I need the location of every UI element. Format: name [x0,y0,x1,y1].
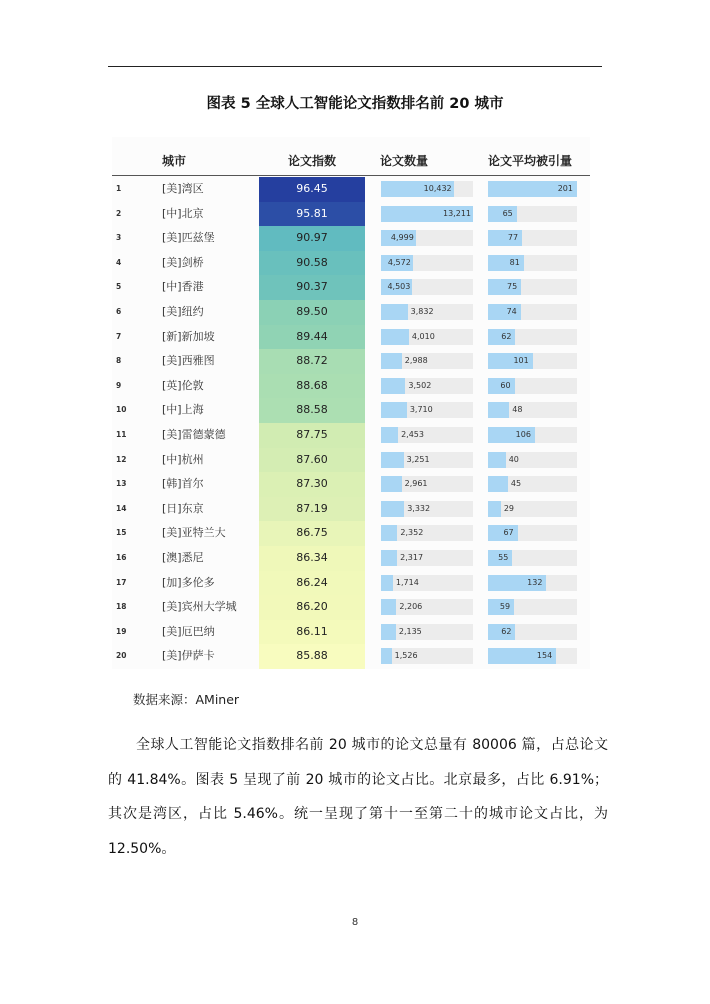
table-row [112,423,590,448]
rank-cell: 12 [116,454,127,464]
ranking-table [112,137,590,669]
city-cell: [美]匹兹堡 [162,231,215,245]
citations-value: 59 [499,602,511,612]
papers-value: 2,988 [404,356,428,366]
papers-bar [381,476,402,492]
table-row [112,546,590,571]
citations-value: 45 [510,479,522,489]
papers-value: 2,317 [400,553,424,562]
index-cell: 85.88 [259,644,365,669]
city-cell: [中]香港 [162,280,204,294]
papers-value: 4,010 [411,331,435,341]
papers-bar [381,353,402,369]
header-divider [112,175,590,176]
city-cell: [中]北京 [162,206,204,220]
papers-bar [381,329,409,345]
rank-cell: 17 [116,577,127,587]
index-cell: 87.30 [259,472,365,497]
citations-bar [488,402,509,418]
citations-value: 75 [507,282,518,292]
papers-track [381,575,473,591]
table-row [112,349,590,374]
papers-value: 3,832 [410,307,434,316]
table-row [112,571,590,596]
index-cell: 86.34 [259,546,365,571]
citations-value: 74 [506,307,517,316]
papers-bar [381,427,398,443]
index-cell: 90.97 [259,226,365,251]
papers-bar [381,501,404,517]
city-cell: [韩]首尔 [162,477,204,491]
table-row [112,300,590,325]
papers-value: 10,432 [423,184,452,193]
rank-cell: 13 [116,479,127,489]
index-cell: 88.72 [259,349,365,374]
table-row [112,521,590,546]
figure-title: 图表 5 全球人工智能论文指数排名前 20 城市 [206,96,504,112]
rank-cell: 9 [116,380,122,390]
city-cell: [美]西雅图 [162,354,215,368]
header-city: 城市 [162,154,187,168]
city-cell: [中]杭州 [162,452,204,466]
rank-cell: 18 [116,602,127,612]
index-cell: 88.58 [259,398,365,423]
header-citations: 论文平均被引量 [488,154,573,168]
citations-value: 40 [508,454,519,464]
table-row [112,472,590,497]
citations-value: 77 [507,233,519,243]
papers-bar [381,402,407,418]
table-row [112,448,590,473]
papers-bar [381,550,397,566]
citations-value: 48 [512,405,523,415]
index-cell: 86.24 [259,571,365,596]
papers-bar [381,599,396,615]
papers-value: 4,503 [387,282,411,292]
papers-bar [381,378,405,394]
city-cell: [美]雷德蒙德 [162,428,226,441]
table-row [112,226,590,251]
rank-cell: 10 [116,405,127,415]
papers-value: 13,211 [443,208,471,218]
papers-value: 3,710 [409,405,433,415]
table-row [112,398,590,423]
city-cell: [美]亚特兰大 [162,526,226,540]
citations-value: 81 [509,257,520,267]
citations-value: 55 [498,553,509,562]
citations-value: 62 [501,626,512,636]
city-cell: [加]多伦多 [162,575,215,589]
table-row [112,644,590,669]
table-row [112,325,590,350]
index-cell: 95.81 [259,202,365,227]
citations-value: 154 [536,651,553,661]
rank-cell: 15 [116,528,127,538]
page-number: 8 [351,917,359,928]
papers-value: 2,352 [400,528,424,538]
city-cell: [美]厄巴纳 [162,624,215,638]
papers-bar [381,624,396,640]
papers-bar [381,304,408,320]
papers-value: 3,251 [406,454,430,464]
papers-value: 2,453 [401,430,424,439]
city-cell: [美]纽约 [162,305,204,318]
papers-value: 4,572 [387,257,411,267]
city-cell: [美]湾区 [162,182,204,195]
papers-bar [381,452,404,468]
table-row [112,374,590,399]
citations-track [488,501,577,517]
papers-value: 1,714 [395,577,419,587]
papers-value: 4,999 [390,233,414,243]
rank-cell: 2 [116,208,122,218]
citations-value: 29 [503,503,515,513]
index-cell: 86.75 [259,521,365,546]
data-source: 数据来源：AMiner [133,692,240,707]
papers-value: 2,961 [404,479,428,489]
citations-value: 132 [527,577,543,587]
table-row [112,251,590,276]
table-row [112,275,590,300]
index-cell: 87.60 [259,448,365,473]
index-cell: 87.19 [259,497,365,522]
citations-value: 62 [501,331,512,341]
citations-bar [488,452,506,468]
header-rule [108,66,602,67]
index-cell: 86.20 [259,595,365,620]
papers-value: 3,332 [407,503,431,513]
index-cell: 96.45 [259,177,365,202]
index-cell: 90.37 [259,275,365,300]
papers-value: 2,206 [399,602,423,612]
index-cell: 86.11 [259,620,365,645]
header-index: 论文指数 [288,154,337,168]
index-cell: 89.50 [259,300,365,325]
papers-bar [381,525,397,541]
header-papers: 论文数量 [380,154,429,168]
papers-value: 3,502 [408,380,432,390]
rank-cell: 1 [116,184,122,193]
rank-cell: 11 [116,430,127,439]
table-row [112,595,590,620]
table-row [112,497,590,522]
rank-cell: 16 [116,553,127,562]
index-cell: 88.68 [259,374,365,399]
papers-bar [381,648,392,664]
city-cell: [美]剑桥 [162,255,204,269]
city-cell: [英]伦敦 [162,378,204,392]
rank-cell: 6 [116,307,122,316]
citations-value: 106 [515,430,531,439]
rank-cell: 5 [116,282,122,292]
city-cell: [日]东京 [162,501,204,515]
rank-cell: 20 [116,651,127,661]
rank-cell: 14 [116,503,127,513]
table-row [112,177,590,202]
citations-bar [488,501,501,517]
papers-value: 2,135 [398,626,422,636]
rank-cell: 3 [116,233,122,243]
rank-cell: 8 [116,356,122,366]
papers-bar [381,575,393,591]
citations-value: 65 [502,208,513,218]
body-paragraph: 全球人工智能论文指数排名前 20 城市的论文总量有 80006 篇，占总论文的 41.84%。图表 5 呈现了前 20 城市的论文占比。北京最多，占比 6.91%；其次是湾区，占比 5.46%。统一呈现了第十一至第二十的城市论文占比，为 12.50%。 [108,737,608,857]
city-cell: [澳]悉尼 [162,551,204,564]
city-cell: [美]宾州大学城 [162,600,237,614]
index-cell: 89.44 [259,325,365,350]
city-cell: [中]上海 [162,403,204,417]
citations-bar [488,476,508,492]
rank-cell: 7 [116,331,122,341]
table-row [112,202,590,227]
city-cell: [美]伊萨卡 [162,649,215,663]
citations-value: 67 [503,528,514,538]
index-cell: 90.58 [259,251,365,276]
index-cell: 87.75 [259,423,365,448]
rank-cell: 19 [116,626,127,636]
citations-value: 101 [513,356,529,366]
rank-cell: 4 [116,257,122,267]
table-row [112,620,590,645]
citations-value: 201 [557,184,573,193]
citations-value: 60 [500,380,511,390]
papers-value: 1,526 [394,651,418,661]
city-cell: [新]新加坡 [162,329,215,343]
